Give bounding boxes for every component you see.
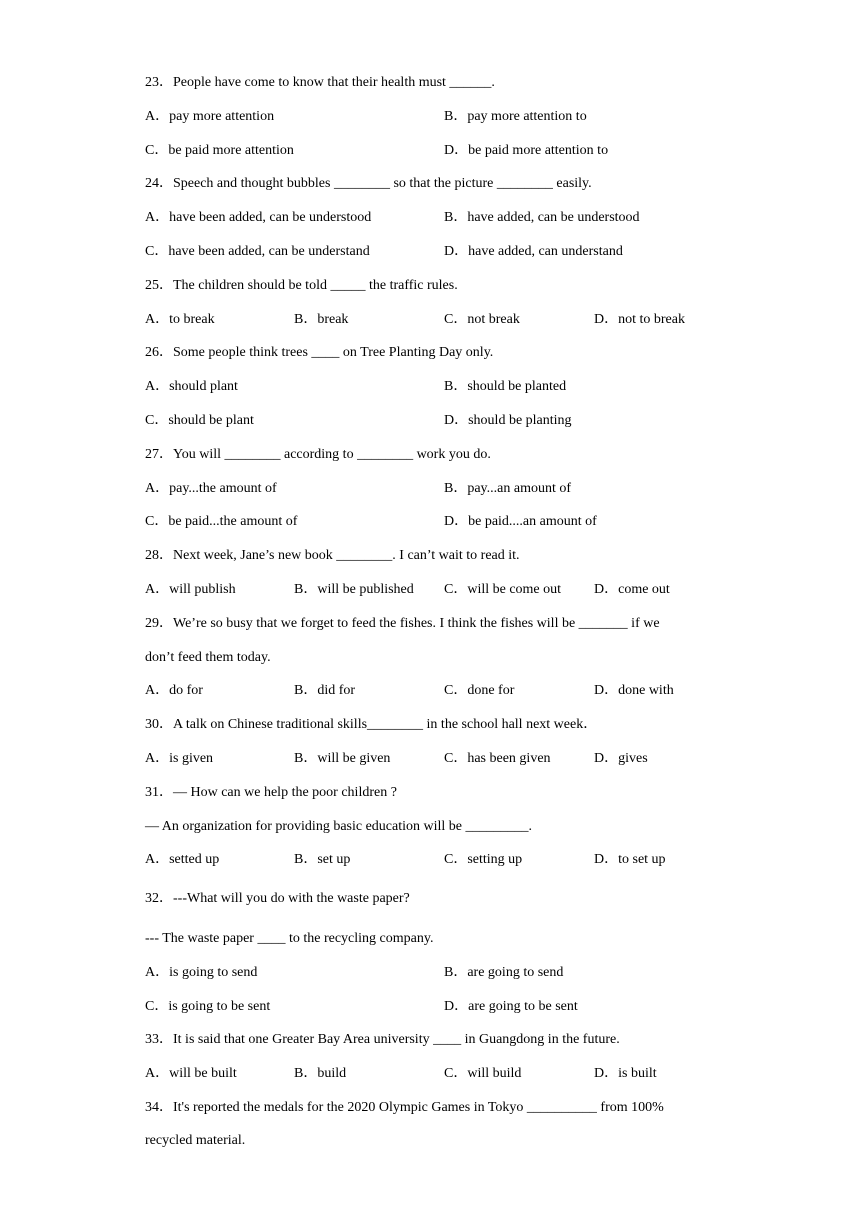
question-34: 34．It's reported the medals for the 2020 Olympic Games in Tokyo __________ from 100% — [145, 1100, 664, 1115]
question-28: 28．Next week, Jane’s new book ________. I can’t wait to read it. — [145, 548, 520, 563]
option-28-b: B．will be published — [294, 582, 414, 597]
question-26: 26．Some people think trees ____ on Tree Planting Day only. — [145, 345, 494, 360]
question-29: 29．We’re so busy that we forget to feed the fishes. I think the fishes will be _______ if we — [145, 616, 660, 631]
question-23: 23．People have come to know that their health must ______. — [145, 75, 495, 90]
option-26-b: B．should be planted — [444, 379, 567, 394]
option-29-b: B．did for — [294, 683, 356, 698]
option-26-a: A．should plant — [145, 379, 238, 394]
question-33: 33．It is said that one Greater Bay Area university ____ in Guangdong in the future. — [145, 1032, 620, 1047]
question-24: 24．Speech and thought bubbles ________ so that the picture ________ easily. — [145, 176, 592, 191]
option-27-c: C．be paid...the amount of — [145, 514, 298, 529]
option-33-b: B．build — [294, 1066, 347, 1081]
option-23-c: C．be paid more attention — [145, 143, 294, 158]
option-23-d: D．be paid more attention to — [444, 143, 609, 158]
option-32-b: B．are going to send — [444, 965, 564, 980]
option-33-c: C．will build — [444, 1066, 522, 1081]
option-27-a: A．pay...the amount of — [145, 481, 277, 496]
option-25-c: C．not break — [444, 312, 520, 327]
option-25-d: D．not to break — [594, 312, 685, 327]
question-27: 27．You will ________ according to ________ work you do. — [145, 447, 491, 462]
question-32: 32．---What will you do with the waste paper? — [145, 891, 410, 906]
option-31-b: B．set up — [294, 852, 351, 867]
option-27-b: B．pay...an amount of — [444, 481, 572, 496]
option-23-a: A．pay more attention — [145, 109, 275, 124]
option-30-b: B．will be given — [294, 751, 391, 766]
option-27-d: D．be paid....an amount of — [444, 514, 597, 529]
question-34-continued: recycled material. — [145, 1133, 246, 1148]
option-25-b: B．break — [294, 312, 349, 327]
option-31-a: A．setted up — [145, 852, 220, 867]
question-30: 30．A talk on Chinese traditional skills________ in the school hall next week． — [145, 717, 598, 732]
option-29-d: D．done with — [594, 683, 674, 698]
option-24-a: A．have been added, can be understood — [145, 210, 372, 225]
option-24-b: B．have added, can be understood — [444, 210, 640, 225]
option-24-c: C．have been added, can be understand — [145, 244, 370, 259]
option-32-a: A．is going to send — [145, 965, 258, 980]
option-33-a: A．will be built — [145, 1066, 237, 1081]
option-25-a: A．to break — [145, 312, 215, 327]
option-30-d: D．gives — [594, 751, 648, 766]
option-29-c: C．done for — [444, 683, 515, 698]
option-28-d: D．come out — [594, 582, 670, 597]
option-26-c: C．should be plant — [145, 413, 254, 428]
question-32-continued: --- The waste paper ____ to the recycling company. — [145, 931, 434, 946]
option-28-c: C．will be come out — [444, 582, 562, 597]
option-24-d: D．have added, can understand — [444, 244, 623, 259]
option-29-a: A．do for — [145, 683, 203, 698]
question-31-continued: — An organization for providing basic education will be _________. — [145, 819, 533, 834]
option-30-c: C．has been given — [444, 751, 551, 766]
option-28-a: A．will publish — [145, 582, 236, 597]
question-31: 31．— How can we help the poor children ? — [145, 785, 397, 800]
option-31-d: D．to set up — [594, 852, 666, 867]
option-30-a: A．is given — [145, 751, 214, 766]
option-31-c: C．setting up — [444, 852, 523, 867]
question-29-continued: don’t feed them today. — [145, 650, 271, 665]
option-26-d: D．should be planting — [444, 413, 572, 428]
option-23-b: B．pay more attention to — [444, 109, 587, 124]
question-25: 25．The children should be told _____ the traffic rules. — [145, 278, 458, 293]
option-32-c: C．is going to be sent — [145, 999, 271, 1014]
option-32-d: D．are going to be sent — [444, 999, 578, 1014]
option-33-d: D．is built — [594, 1066, 657, 1081]
